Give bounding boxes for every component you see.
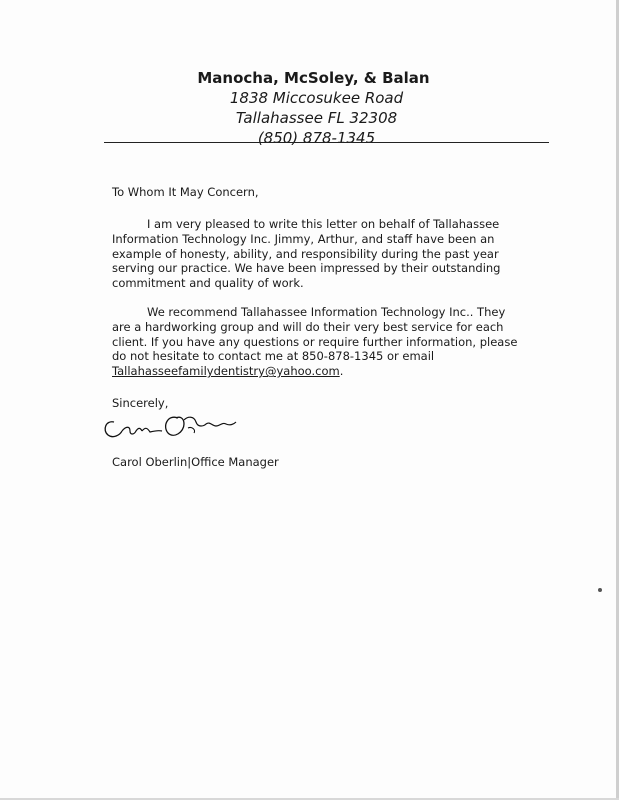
paragraph-line: serving our practice. We have been impressed by their outstanding [112, 261, 501, 276]
letterhead-divider [104, 142, 549, 143]
paragraph-line: We recommend Tallahassee Information Technology Inc.. They [147, 305, 506, 319]
paragraph-line: do not hesitate to contact me at 850-878-1345 or email [112, 349, 435, 364]
scan-speck [598, 588, 602, 592]
paragraph-line: I am very pleased to write this letter on behalf of Tallahassee [147, 217, 500, 231]
letterhead [0, 68, 619, 148]
email-suffix: . [339, 364, 344, 379]
firm-phone: (850) 878-1345 [257, 129, 376, 147]
paragraph-line: are a hardworking group and will do their very best service for each [112, 319, 504, 334]
paragraph-line: client. If you have any questions or require further information, please [112, 334, 518, 349]
firm-name: Manocha, McSoley, & Balan [197, 69, 430, 87]
closing: Sincerely, [112, 396, 169, 410]
email-link[interactable]: Tallahasseefamilydentistry@yahoo.com [112, 364, 340, 379]
paragraph-1 [112, 217, 500, 291]
paragraph-line: example of honesty, ability, and responsibility during the past year [112, 246, 499, 261]
paragraph-2 [112, 305, 517, 379]
signer-name-title: Carol Oberlin|Office Manager [112, 455, 279, 469]
paragraph-line: Information Technology Inc. Jimmy, Arthur, and staff have been an [112, 231, 495, 246]
firm-city: Tallahassee FL 32308 [235, 109, 398, 127]
paragraph-line: commitment and quality of work. [112, 276, 304, 291]
firm-street: 1838 Miccosukee Road [229, 89, 404, 107]
greeting: To Whom It May Concern, [112, 185, 259, 199]
handwritten-signature [100, 404, 240, 444]
email-line [112, 364, 517, 379]
